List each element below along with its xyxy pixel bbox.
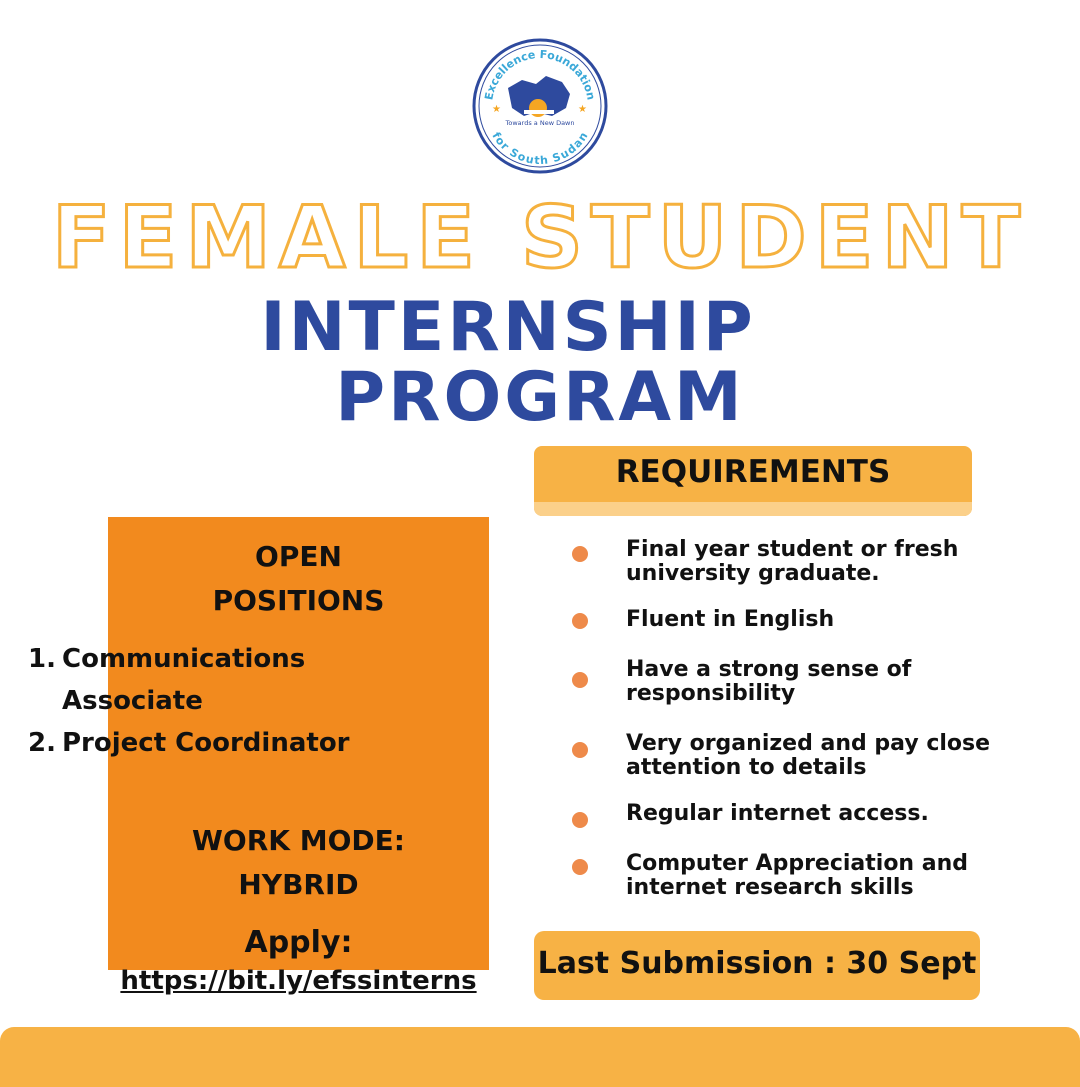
logo-name-bottom: for South Sudan: [489, 129, 591, 168]
work-mode-value: HYBRID: [238, 868, 359, 901]
requirement-text: Have a strong sense of responsibility: [626, 657, 912, 706]
position-number: 1.: [28, 644, 56, 674]
requirement-text: Very organized and pay close attention to details: [626, 731, 991, 780]
position-title: Communications: [62, 644, 306, 674]
bullet-icon: [572, 812, 588, 828]
bullet-icon: [572, 546, 588, 562]
logo-tagline: Towards a New Dawn: [505, 119, 575, 127]
requirement-text: Computer Appreciation and internet research skills: [626, 851, 969, 900]
requirement-text: Final year student or fresh university graduate.: [626, 537, 959, 586]
position-number: 2.: [28, 728, 56, 758]
list-item: [28, 638, 388, 722]
bullet-icon: [572, 859, 588, 875]
logo-name-top: Excellence Foundation: [482, 47, 598, 102]
sun-icon: [529, 99, 547, 117]
title-internship: INTERNSHIP: [260, 288, 756, 367]
list-item: [28, 722, 388, 764]
bullet-icon: [572, 672, 588, 688]
apply-label: Apply:: [244, 925, 353, 960]
positions-list: [28, 638, 388, 764]
star-icon: ★: [578, 104, 587, 115]
requirements-header: [534, 446, 972, 516]
deadline-text: Last Submission : 30 Sept: [537, 946, 977, 981]
bullet-icon: [572, 742, 588, 758]
requirement-text: Regular internet access.: [626, 801, 929, 826]
position-title-cont: Associate: [62, 686, 203, 716]
deadline-badge: [534, 931, 980, 1000]
apply-link[interactable]: https://bit.ly/efssinterns: [120, 966, 477, 996]
requirements-heading: REQUIREMENTS: [615, 454, 891, 490]
footer-bar: [0, 1027, 1080, 1087]
title-program: PROGRAM: [335, 358, 745, 437]
open-positions-heading-1: OPEN: [255, 540, 342, 573]
star-icon: ★: [492, 104, 501, 115]
requirement-text: Fluent in English: [626, 607, 835, 632]
bullet-icon: [572, 613, 588, 629]
foundation-logo: [472, 38, 608, 174]
position-title: Project Coordinator: [62, 728, 350, 758]
title-female-student: FEMALE STUDENT: [51, 188, 1029, 288]
open-positions-heading-2: POSITIONS: [212, 584, 385, 617]
work-mode-label: WORK MODE:: [192, 824, 405, 857]
